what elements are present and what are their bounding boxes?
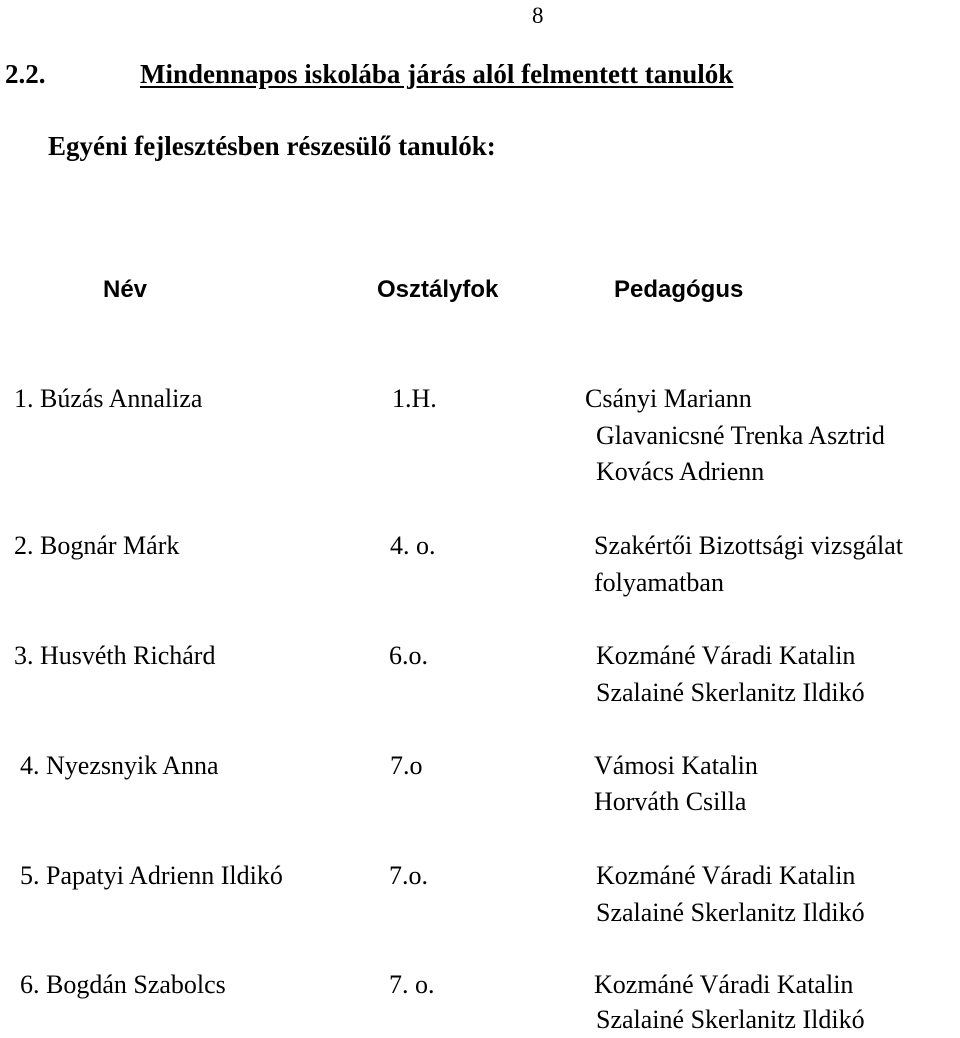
student-name: 4. Nyezsnyik Anna [20,751,219,780]
section-title: Mindennapos iskolába járás alól felmentett tanulók [140,59,734,89]
teacher-line: Vámosi Katalin [594,751,758,780]
column-header-teacher: Pedagógus [614,276,744,303]
teacher-line: Szalainé Skerlanitz Ildikó [596,678,865,707]
student-name: 3. Husvéth Richárd [14,641,216,670]
column-header-class: Osztályfok [377,276,499,303]
teacher-line: Glavanicsné Trenka Asztrid [596,421,885,450]
teacher-line: Kozmáné Váradi Katalin [594,970,854,999]
student-name: 1. Búzás Annaliza [14,384,203,413]
student-class: 1.H. [392,384,437,413]
subheading: Egyéni fejlesztésben részesülő tanulók: [48,131,496,161]
teacher-line: Szalainé Skerlanitz Ildikó [596,898,865,927]
student-class: 7. o. [389,970,435,999]
student-class: 6.o. [389,641,428,670]
student-class: 4. o. [390,531,436,560]
student-name: 2. Bognár Márk [14,531,180,560]
teacher-line: Szakértői Bizottsági vizsgálat [594,531,904,560]
teacher-line: Kozmáné Váradi Katalin [596,641,856,670]
page-number: 8 [532,3,544,28]
student-name: 5. Papatyi Adrienn Ildikó [20,861,283,890]
section-number: 2.2. [5,59,46,89]
column-header-name: Név [103,276,148,303]
student-class: 7.o. [389,861,428,890]
teacher-line: Kovács Adrienn [596,457,765,486]
teacher-line: Horváth Csilla [594,787,747,816]
teacher-line: Kozmáné Váradi Katalin [596,861,856,890]
teacher-line: Csányi Mariann [585,384,752,413]
teacher-line: Szalainé Skerlanitz Ildikó [596,1005,865,1034]
student-name: 6. Bogdán Szabolcs [20,970,226,999]
teacher-line: folyamatban [594,568,724,597]
student-class: 7.o [390,751,423,780]
